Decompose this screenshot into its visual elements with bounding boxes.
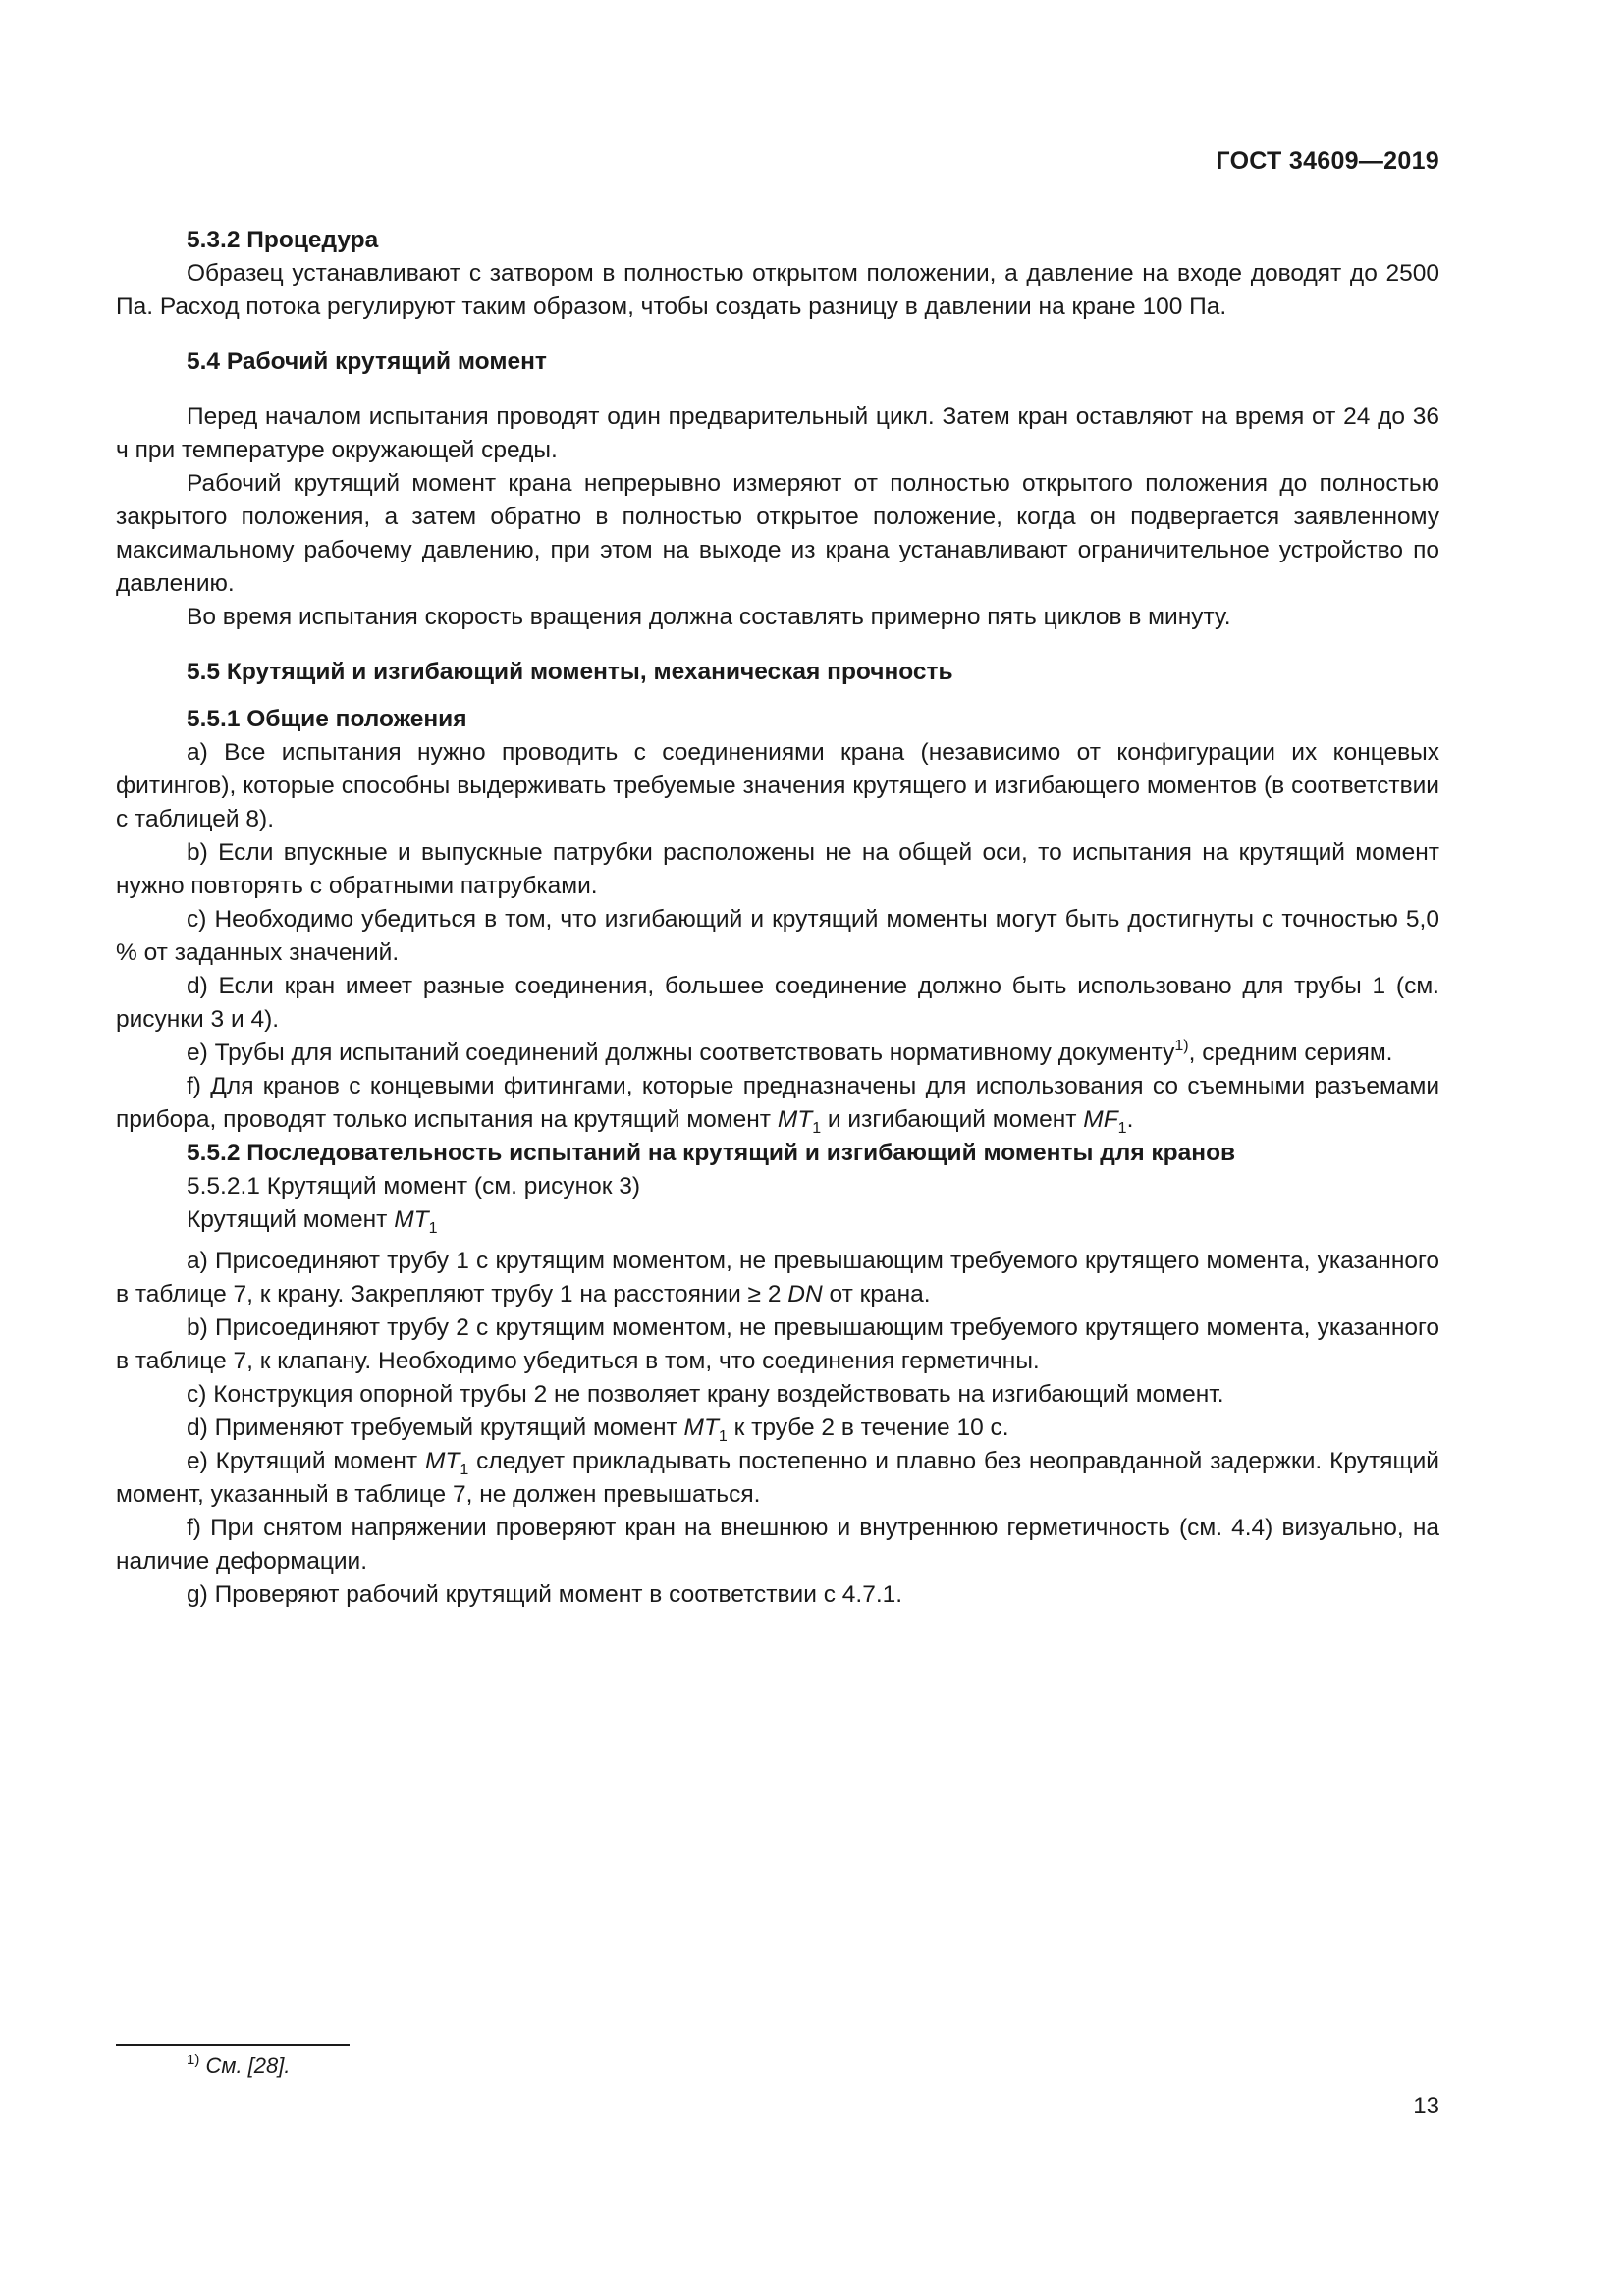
symbol-mt: MT <box>777 1106 813 1133</box>
paragraph-5-4-1: Перед началом испытания проводят один предварительный цикл. Затем кран оставляют на время от 24 до 36 ч при температуре окружающей среды. <box>116 403 1439 463</box>
symbol-mt: MT <box>394 1206 429 1233</box>
paragraph-5-4-2: Рабочий крутящий момент крана непрерывно измеряют от полностью открытого положения до полностью закрытого положения, а затем обратно в полностью открытое положение, когда он подвергается заявленному максимальному рабочему давлению, при этом на выходе из крана устанавливают ограничительное устройство по давлению. <box>116 470 1439 597</box>
symbol-mt: MT <box>683 1415 719 1441</box>
item-5-5-1-e-text: е) Трубы для испытаний соединений должны соответствовать нормативному документу <box>187 1040 1175 1066</box>
heading-5-5-2: 5.5.2 Последовательность испытаний на крутящий и изгибающий моменты для кранов <box>187 1140 1236 1166</box>
item-5-5-2-e-text-end: следует прикладывать постепенно и плавно без неоправданной задержки. Крутящий момент, указанный в таблице 7, не должен превышаться. <box>116 1448 1439 1508</box>
heading-5-5-1: 5.5.1 Общие положения <box>187 706 467 732</box>
torque-label-text: Крутящий момент <box>187 1206 395 1233</box>
item-5-5-2-a <box>116 1245 1439 1311</box>
paragraph-5-4-3: Во время испытания скорость вращения должна составлять примерно пять циклов в минуту. <box>187 604 1231 630</box>
item-5-5-1-b: b) Если впускные и выпускные патрубки расположены не на общей оси, то испытания на крутящий момент нужно повторять с обратными патрубками. <box>116 839 1439 899</box>
item-5-5-2-c: с) Конструкция опорной трубы 2 не позволяет крану воздействовать на изгибающий момент. <box>187 1381 1224 1408</box>
footnote-mark: 1) <box>187 2052 200 2068</box>
item-5-5-1-f <box>116 1070 1439 1137</box>
footnote <box>187 2052 290 2081</box>
item-5-5-2-d-text-end: к трубе 2 в течение 10 с. <box>727 1415 1009 1441</box>
symbol-subscript: 1 <box>1117 1120 1127 1137</box>
item-5-5-2-a-text-end: от крана. <box>822 1281 931 1308</box>
item-5-5-1-f-text: f) Для кранов с концевыми фитингами, которые предназначены для использования со съемными разъемами прибора, проводят только испытания на крутящий момент <box>116 1073 1439 1133</box>
item-5-5-1-e <box>116 1037 1439 1070</box>
item-5-5-1-d: d) Если кран имеет разные соединения, большее соединение должно быть использовано для трубы 1 (см. рисунки 3 и 4). <box>116 973 1439 1033</box>
symbol-dn: DN <box>787 1281 823 1308</box>
item-5-5-2-g: g) Проверяют рабочий крутящий момент в соответствии с 4.7.1. <box>187 1581 903 1608</box>
item-5-5-2-f: f) При снятом напряжении проверяют кран на внешнюю и внутреннюю герметичность (см. 4.4) визуально, на наличие деформации. <box>116 1515 1439 1575</box>
item-5-5-2-d-text: d) Применяют требуемый крутящий момент <box>187 1415 684 1441</box>
symbol-subscript: 1 <box>428 1220 438 1237</box>
item-5-5-1-c: с) Необходимо убедиться в том, что изгибающий и крутящий моменты могут быть достигнуты с точностью 5,0 % от заданных значений. <box>116 906 1439 966</box>
item-5-5-1-e-text-end: , средним сериям. <box>1188 1040 1393 1066</box>
item-5-5-2-d <box>116 1412 1439 1445</box>
item-5-5-1-a: а) Все испытания нужно проводить с соединениями крана (независимо от конфигурации их концевых фитингов), которые способны выдерживать требуемые значения крутящего и изгибающего моментов (в соответствии с таблицей 8). <box>116 739 1439 832</box>
page-number: 13 <box>1413 2093 1439 2119</box>
footnote-text: См. [28]. <box>205 2054 291 2078</box>
heading-5-5: 5.5 Крутящий и изгибающий моменты, механическая прочность <box>187 659 953 685</box>
item-5-5-1-f-text-end: . <box>1126 1106 1134 1133</box>
subheading-5-5-2-1: 5.5.2.1 Крутящий момент (см. рисунок 3) <box>187 1173 641 1200</box>
symbol-mt: MT <box>425 1448 460 1474</box>
symbol-mf: MF <box>1083 1106 1118 1133</box>
document-body <box>116 224 1439 1612</box>
footnote-divider <box>116 2044 350 2046</box>
symbol-subscript: 1 <box>812 1120 822 1137</box>
symbol-subscript: 1 <box>460 1462 469 1478</box>
footnote-reference: 1) <box>1174 1038 1189 1054</box>
heading-5-4: 5.4 Рабочий крутящий момент <box>187 348 547 375</box>
heading-5-3-2: 5.3.2 Процедура <box>187 227 379 253</box>
symbol-subscript: 1 <box>718 1428 728 1445</box>
item-5-5-1-f-text-mid: и изгибающий момент <box>821 1106 1084 1133</box>
torque-label <box>116 1203 1439 1237</box>
item-5-5-2-e <box>116 1445 1439 1512</box>
item-5-5-2-a-text: а) Присоединяют трубу 1 с крутящим моментом, не превышающим требуемого крутящего момента, указанного в таблице 7, к крану. Закрепляют трубу 1 на расстоянии ≥ 2 <box>116 1248 1439 1308</box>
paragraph-5-3-2: Образец устанавливают с затвором в полностью открытом положении, а давление на входе доводят до 2500 Па. Расход потока регулируют таким образом, чтобы создать разницу в давлении на кране 100 Па. <box>116 260 1439 320</box>
item-5-5-2-b: b) Присоединяют трубу 2 с крутящим моментом, не превышающим требуемого крутящего момента, указанного в таблице 7, к клапану. Необходимо убедиться в том, что соединения герметичны. <box>116 1314 1439 1374</box>
document-header: ГОСТ 34609—2019 <box>1216 147 1439 175</box>
item-5-5-2-e-text: е) Крутящий момент <box>187 1448 425 1474</box>
